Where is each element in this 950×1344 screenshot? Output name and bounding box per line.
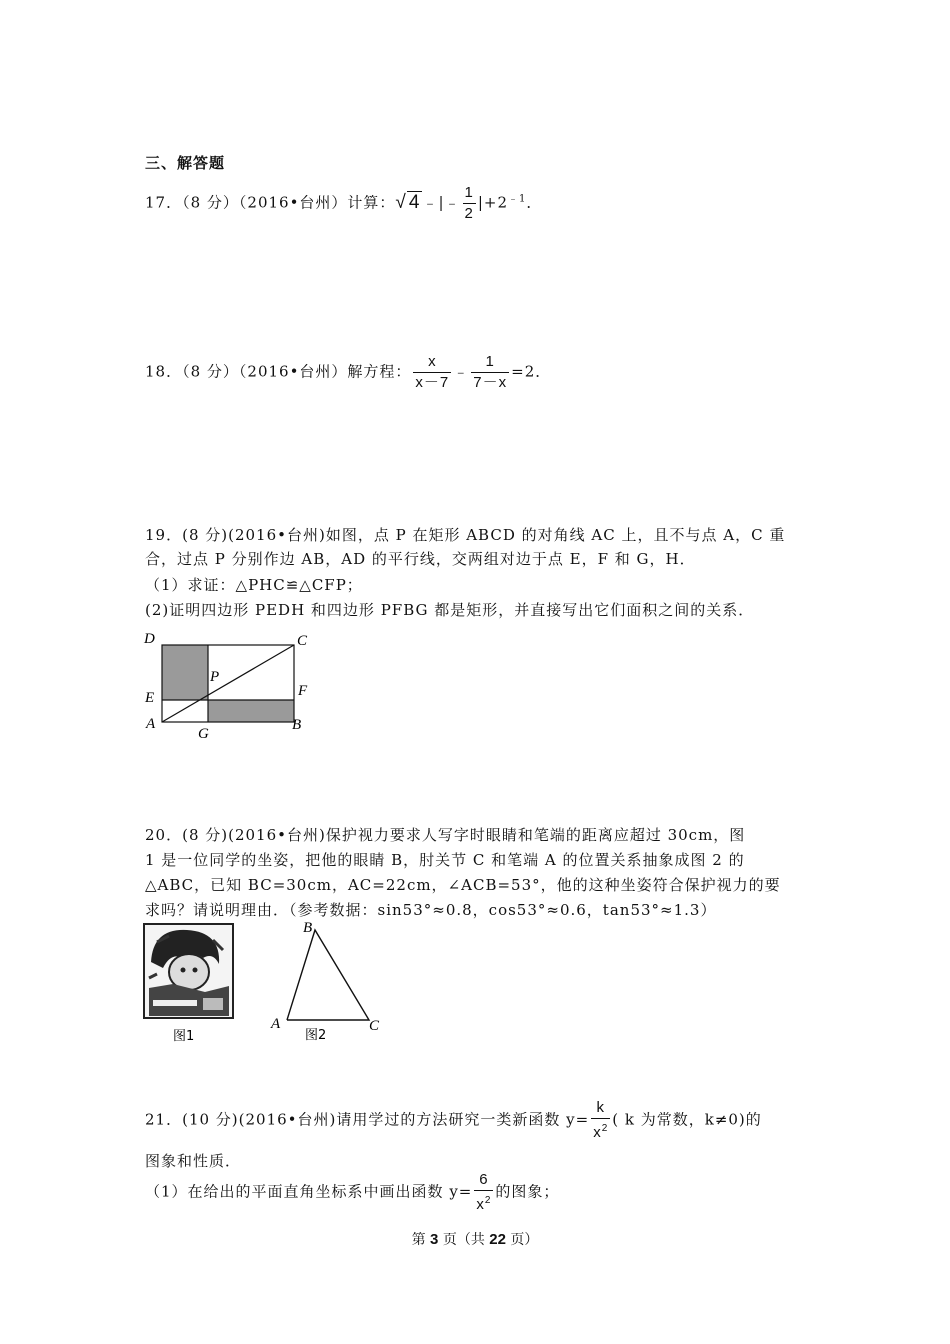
book-shape xyxy=(203,998,223,1010)
q21-p1-fraction: $\frac{6}{x^2}$ xyxy=(476,1171,492,1213)
q17-end: ． xyxy=(526,193,543,212)
q21-tail: ( k 为常数，k≠0)的 xyxy=(612,1110,762,1129)
q18-minus: ﹣ xyxy=(453,362,470,381)
q20-line-2: 1 是一位同学的坐姿，把他的眼睛 B，肘关节 C 和笔端 A 的位置关系抽象成图 2 的 xyxy=(145,851,745,869)
q20-line-3: △ABC，已知 BC=30cm，AC=22cm，∠ACB=53°，他的这种坐姿符合保护视力的要 xyxy=(145,876,781,894)
question-17 xyxy=(145,183,542,224)
triangle-abc xyxy=(287,930,369,1020)
fig1-caption: 图1 xyxy=(173,1029,195,1044)
fig2-caption: 图2 xyxy=(305,1028,327,1043)
label-g: G xyxy=(198,726,209,742)
eye-shape xyxy=(193,968,198,973)
q17-sqrt: √ 4 xyxy=(395,191,421,213)
q18-fraction-1: $\frac{x}{x-7}$ xyxy=(415,353,450,391)
q21-fraction: $\frac{k}{x^2}$ xyxy=(593,1099,609,1141)
q19-line-4: (2)证明四边形 PEDH 和四边形 PFBG 都是矩形，并直接写出它们面积之间的关系． xyxy=(145,601,755,619)
rectangle-diagram xyxy=(140,625,320,745)
question-18 xyxy=(145,352,551,393)
q21-p1-prefix: （1）在给出的平面直角坐标系中画出函数 y= xyxy=(145,1182,473,1201)
question-21 xyxy=(145,1098,762,1143)
q21-line-2: 图象和性质． xyxy=(145,1152,242,1170)
label-e: E xyxy=(145,690,155,706)
q18-fraction-2: $\frac{1}{7-x}$ xyxy=(473,353,508,391)
q21-p1-tail: 的图象； xyxy=(495,1182,560,1201)
shaded-rect-pedh xyxy=(162,645,208,700)
q17-exponent: ﹣1 xyxy=(508,193,527,205)
q17-abs-minus: ﹣|﹣ xyxy=(422,193,461,212)
q19-line-2: 合，过点 P 分别作边 AB，AD 的平行线，交两组对边于点 E，F 和 G，H． xyxy=(145,550,696,568)
q18-prefix: 18．（8 分）（2016•台州）解方程： xyxy=(145,362,412,381)
label-f: F xyxy=(298,683,308,699)
q21-part-1 xyxy=(145,1170,559,1215)
label-b: B xyxy=(303,920,313,936)
q19-line-3: （1）求证：△PHC≌△CFP； xyxy=(145,576,363,594)
label-b: B xyxy=(292,717,302,733)
label-d: D xyxy=(144,631,155,647)
total-pages: 22 xyxy=(489,1231,506,1248)
q17-tail: |+2 xyxy=(477,193,509,212)
q17-prefix: 17．（8 分）（2016•台州）计算： xyxy=(145,193,396,212)
q17-fraction: $\frac{1}{2}$ xyxy=(464,184,474,222)
q19-line-1: 19．(8 分)(2016•台州)如图，点 P 在矩形 ABCD 的对角线 AC 上，且不与点 A，C 重 xyxy=(145,526,786,544)
q21-prefix: 21．(10 分)(2016•台州)请用学过的方法研究一类新函数 y= xyxy=(145,1110,590,1129)
page-footer: 第 3 页（共 22 页） xyxy=(411,1231,539,1248)
student-photo-figure xyxy=(143,922,235,1046)
q20-line-1: 20．(8 分)(2016•台州)保护视力要求人写字时眼睛和笔端的距离应超过 30cm，图 xyxy=(145,826,746,844)
triangle-diagram xyxy=(265,918,390,1048)
label-p: P xyxy=(210,669,220,685)
label-c: C xyxy=(369,1018,380,1034)
label-a: A xyxy=(146,716,156,732)
label-c: C xyxy=(297,633,308,649)
shaded-rect-pfbg xyxy=(208,700,294,722)
label-a: A xyxy=(271,1016,281,1032)
section-title: 三、解答题 xyxy=(145,154,226,172)
q18-tail: =2． xyxy=(511,362,552,381)
eye-shape xyxy=(181,968,186,973)
desk-shape xyxy=(153,1000,197,1006)
page-number: 3 xyxy=(430,1231,439,1248)
q20-line-4: 求吗？请说明理由．（参考数据：sin53°≈0.8，cos53°≈0.6，tan53°≈1.3） xyxy=(145,901,717,919)
